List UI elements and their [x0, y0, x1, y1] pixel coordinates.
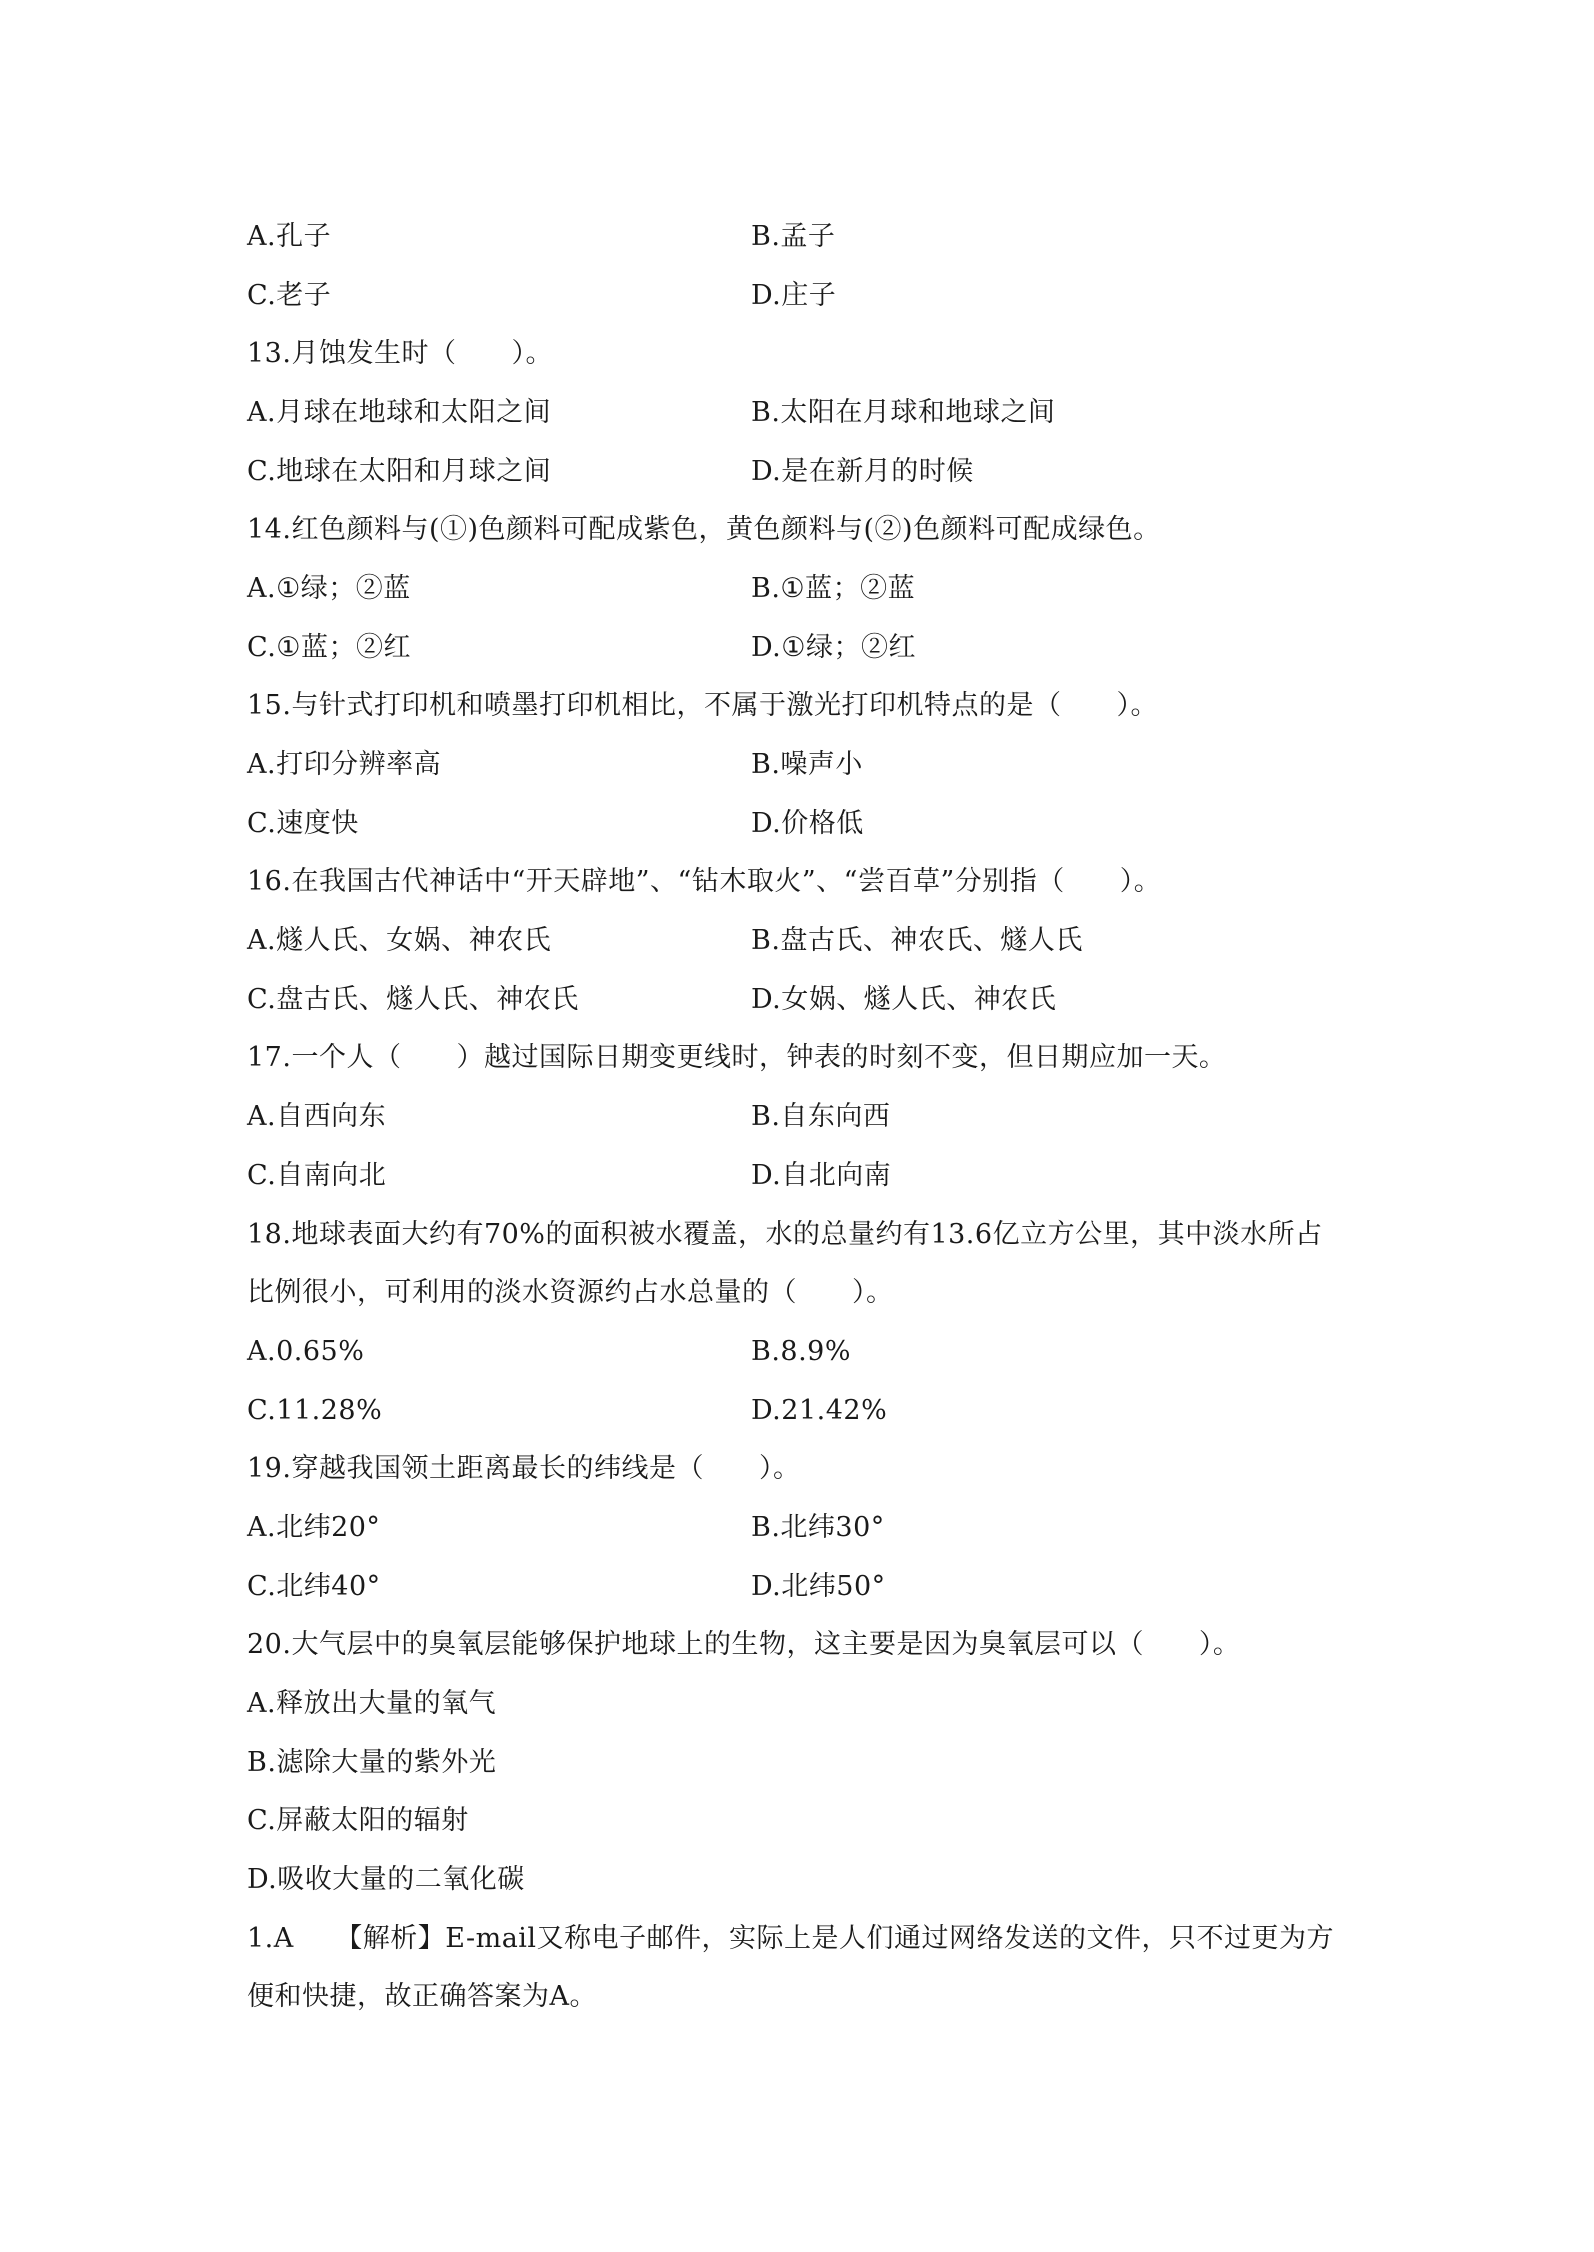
question-20: 20.大气层中的臭氧层能够保护地球上的生物，这主要是因为臭氧层可以（ ）。	[247, 1629, 1241, 1661]
option-row	[247, 207, 1367, 266]
option-d: D.女娲、燧人氏、神农氏	[751, 983, 1057, 1015]
answer-1-line-2: 便和快捷，故正确答案为A。	[247, 1981, 597, 2013]
option-d: D.①绿；②红	[751, 631, 916, 663]
option-a: A.①绿；②蓝	[247, 572, 411, 604]
option-a: A.自西向东	[247, 1101, 387, 1133]
option-a: A.燧人氏、女娲、神农氏	[247, 925, 552, 957]
answer-1-line-1: 1.A 【解析】E-mail又称电子邮件，实际上是人们通过网络发送的文件，只不过更为方	[247, 1922, 1335, 1954]
option-row	[247, 383, 1367, 442]
option-row	[247, 1087, 1367, 1146]
option-a: A.月球在地球和太阳之间	[247, 396, 552, 428]
option-row	[247, 1381, 1367, 1440]
option-b: B.北纬30°	[751, 1511, 885, 1543]
option-a: A.打印分辨率高	[247, 749, 442, 781]
option-d: D.是在新月的时候	[751, 455, 974, 487]
option-row	[247, 794, 1367, 853]
question-15: 15.与针式打印机和喷墨打印机相比，不属于激光打印机特点的是（ ）。	[247, 690, 1158, 722]
option-c: C.盘古氏、燧人氏、神农氏	[247, 983, 579, 1015]
option-d: D.21.42%	[751, 1394, 888, 1426]
option-row	[247, 1557, 1367, 1616]
option-row	[247, 1322, 1367, 1381]
question-14: 14.红色颜料与(①)色颜料可配成紫色，黄色颜料与(②)色颜料可配成绿色。	[247, 514, 1161, 546]
option-d: D.北纬50°	[751, 1570, 886, 1602]
option-b: B.①蓝；②蓝	[751, 572, 916, 604]
option-row	[247, 1146, 1367, 1205]
option-a: A.0.65%	[247, 1335, 365, 1367]
option-b: B.噪声小	[751, 749, 863, 781]
option-c: C.11.28%	[247, 1394, 383, 1426]
option-row	[247, 442, 1367, 501]
option-c: C.屏蔽太阳的辐射	[247, 1805, 469, 1837]
option-c: C.老子	[247, 279, 332, 311]
option-row	[247, 911, 1367, 970]
question-19: 19.穿越我国领土距离最长的纬线是（ ）。	[247, 1453, 801, 1485]
option-row	[247, 735, 1367, 794]
option-row	[247, 1498, 1367, 1557]
question-18-line-2: 比例很小，可利用的淡水资源约占水总量的（ ）。	[247, 1277, 894, 1309]
option-c: C.①蓝；②红	[247, 631, 411, 663]
page-content	[247, 207, 1367, 2026]
option-c: C.速度快	[247, 807, 359, 839]
option-b: B.太阳在月球和地球之间	[751, 396, 1056, 428]
option-b: B.自东向西	[751, 1101, 891, 1133]
question-17: 17.一个人（ ）越过国际日期变更线时，钟表的时刻不变，但日期应加一天。	[247, 1042, 1227, 1074]
option-b: B.8.9%	[751, 1335, 852, 1367]
option-row	[247, 618, 1367, 677]
option-row	[247, 266, 1367, 325]
option-a: A.北纬20°	[247, 1511, 381, 1543]
option-d: D.自北向南	[751, 1159, 892, 1191]
question-16: 16.在我国古代神话中“开天辟地”、“钻木取火”、“尝百草”分别指（ ）。	[247, 866, 1162, 898]
option-c: C.自南向北	[247, 1159, 387, 1191]
option-b: B.盘古氏、神农氏、燧人氏	[751, 925, 1083, 957]
option-row	[247, 559, 1367, 618]
option-row	[247, 970, 1367, 1029]
option-b: B.滤除大量的紫外光	[247, 1746, 497, 1778]
option-d: D.庄子	[751, 279, 837, 311]
question-13: 13.月蚀发生时（ ）。	[247, 338, 553, 370]
option-d: D.吸收大量的二氧化碳	[247, 1864, 525, 1896]
option-c: C.地球在太阳和月球之间	[247, 455, 552, 487]
option-c: C.北纬40°	[247, 1570, 381, 1602]
option-a: A.释放出大量的氧气	[247, 1688, 497, 1720]
question-18-line-1: 18.地球表面大约有70%的面积被水覆盖，水的总量约有13.6亿立方公里，其中淡水所占	[247, 1218, 1323, 1250]
option-d: D.价格低	[751, 807, 864, 839]
option-a: A.孔子	[247, 220, 332, 252]
option-b: B.孟子	[751, 220, 836, 252]
